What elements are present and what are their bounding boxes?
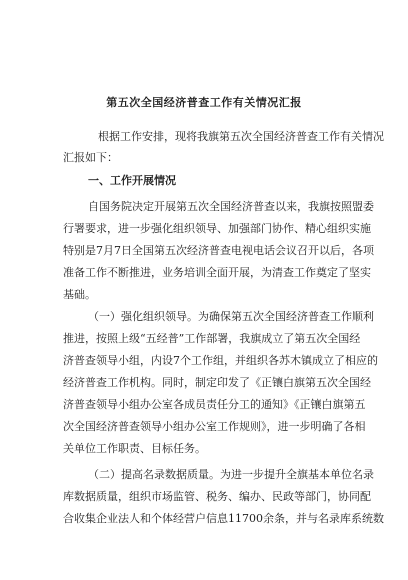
document-title: 第五次全国经济普查工作有关情况汇报 [106, 96, 302, 109]
paragraph-line: （二）提高名录数据质量。为进一步提升全旗基本单位名录 [88, 468, 374, 481]
paragraph-line: 根据工作安排，现将我旗第五次全国经济普查工作有关情况 [98, 130, 384, 143]
paragraph-line: 济普查领导小组办公室各成员责任分工的通知》《正镶白旗第五 [63, 398, 366, 411]
paragraph-line: 汇报如下： [63, 151, 118, 164]
paragraph-line: 基础。 [63, 288, 96, 301]
paragraph-line: 关单位工作职责、目标任务。 [63, 442, 206, 455]
paragraph-line: 准备工作不断推进，业务培训全面开展，为清查工作奠定了坚实 [63, 266, 371, 279]
paragraph-line: 特别是7月7日全国第五次经济普查电视电话会议召开以后，各项 [63, 244, 374, 257]
paragraph-line: 行署要求，进一步强化组织领导、加强部门协作、精心组织实施 [63, 222, 371, 235]
paragraph-line: 推进，按照上级“五经普”工作部署，我旗成立了第五次全国经 [63, 332, 361, 345]
paragraph-line: （一）强化组织领导。为确保第五次全国经济普查工作顺利 [88, 310, 374, 323]
paragraph-line: 次全国经济普查领导小组办公室工作规则》，进一步明确了各相 [63, 420, 366, 433]
section-heading: 一、工作开展情况 [88, 174, 176, 187]
paragraph-line: 经济普查工作机构。同时，制定印发了《正镶白旗第五次全国经 [63, 376, 371, 389]
paragraph-line: 库数据质量，组织市场监管、税务、编办、民政等部门，协同配 [63, 490, 371, 503]
paragraph-line: 自国务院决定开展第五次全国经济普查以来，我旗按照盟委 [88, 200, 374, 213]
paragraph-line: 合收集企业法人和个体经营户信息11700余条，并与名录库系统数 [63, 512, 384, 525]
paragraph-line: 济普查领导小组，内设7个工作组，并组织各苏木镇成立了相应的 [63, 354, 378, 367]
